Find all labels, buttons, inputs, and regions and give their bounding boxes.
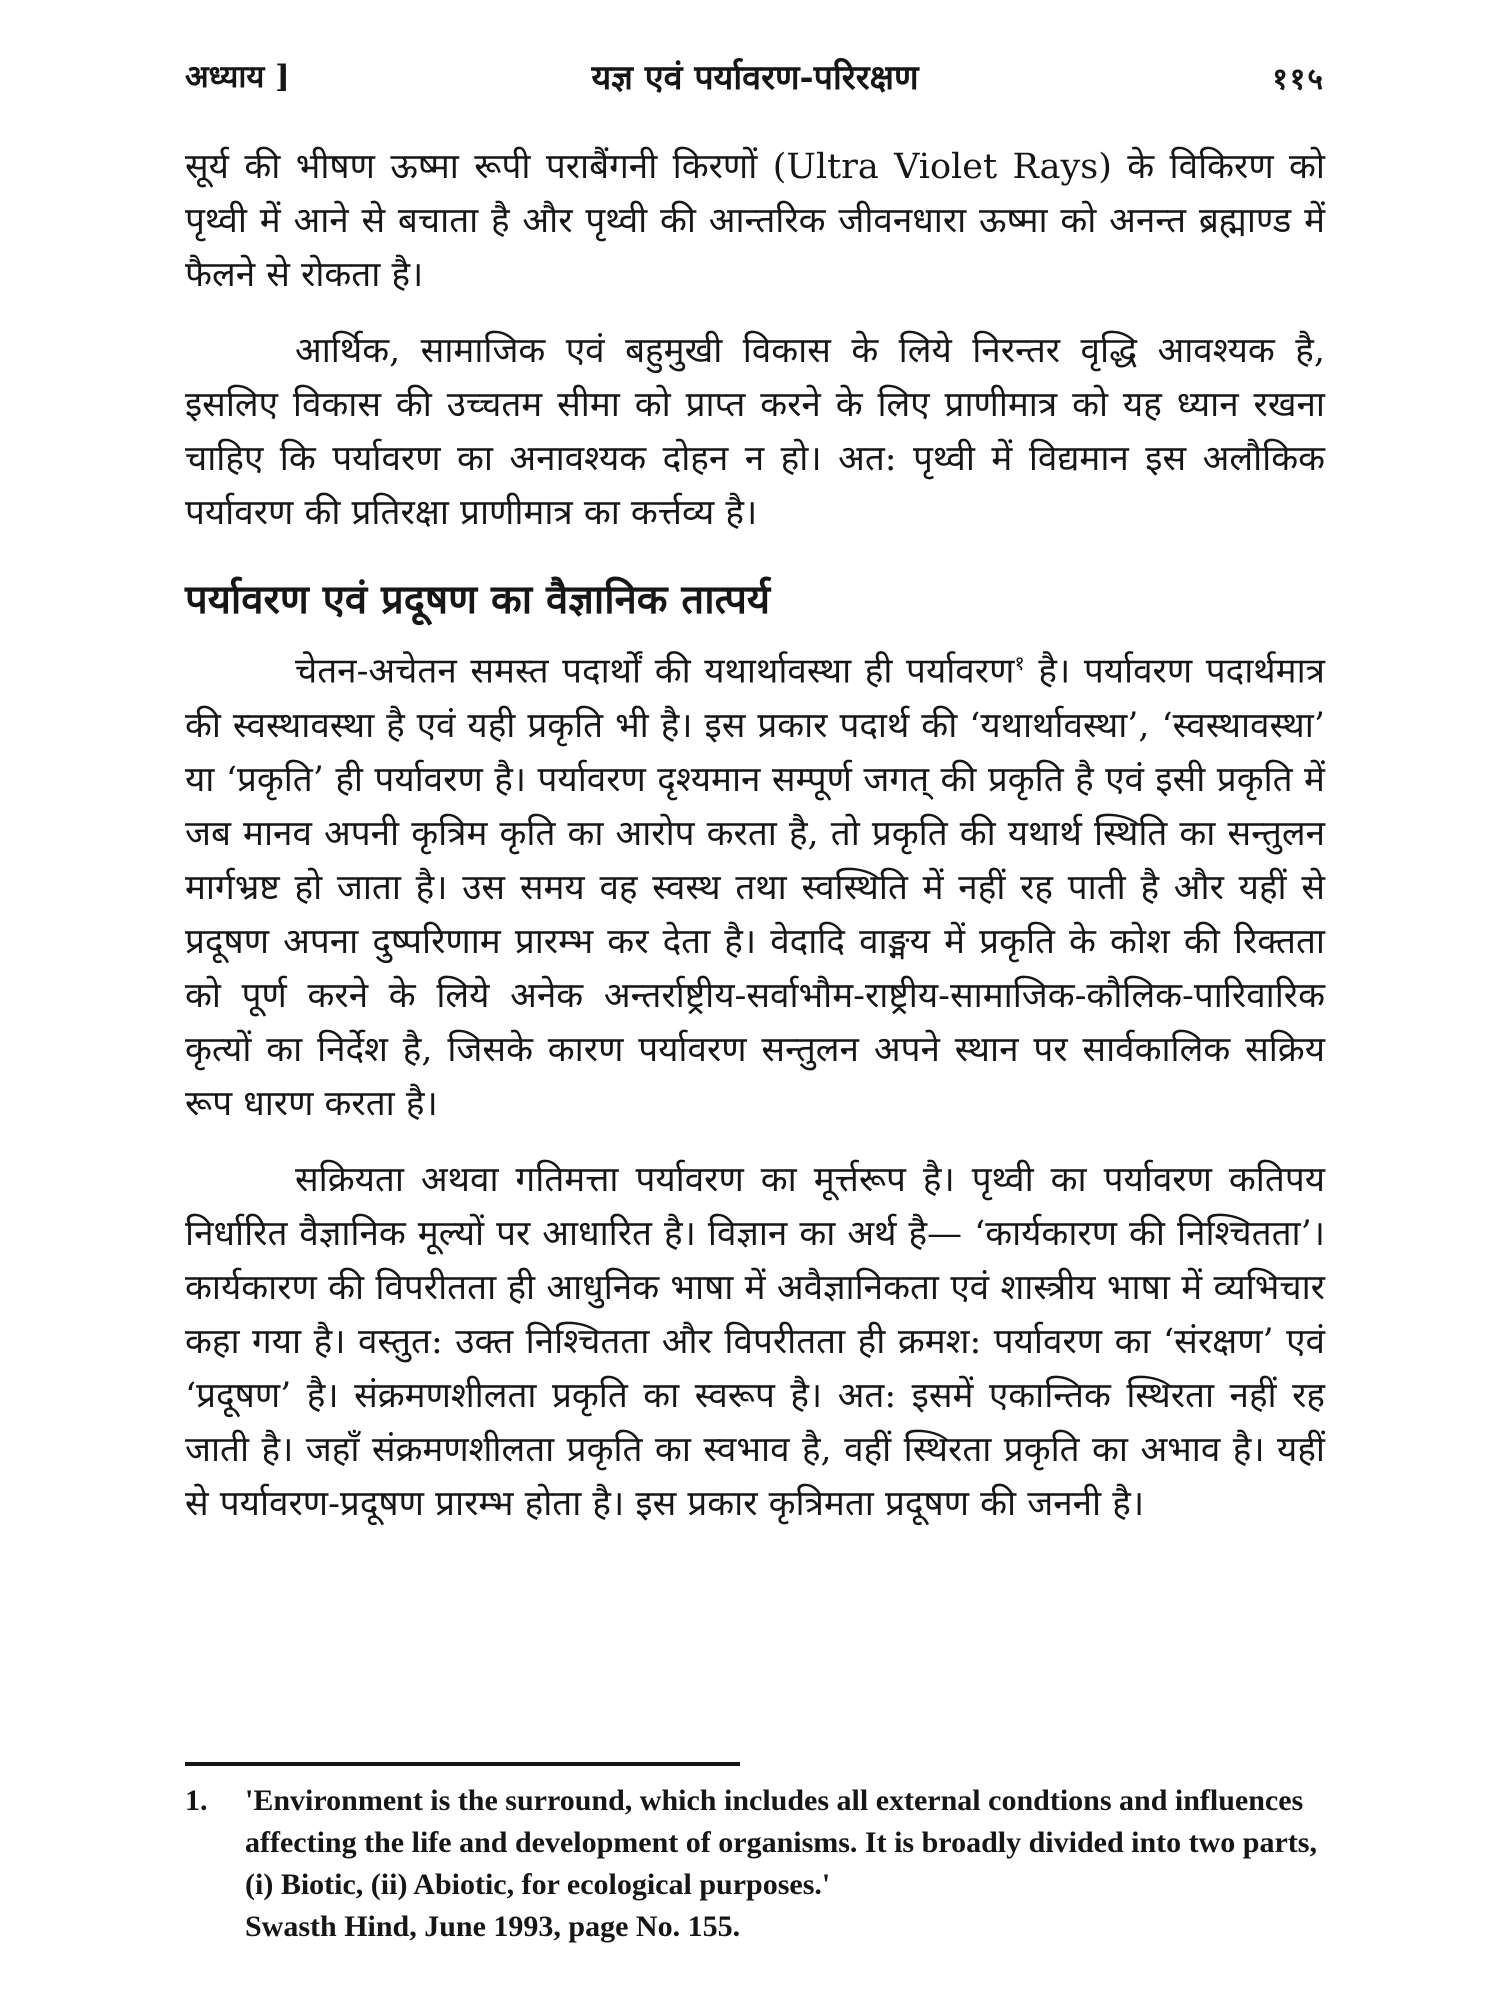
footnote-source: Swasth Hind, June 1993, page No. 155.	[245, 1910, 741, 1943]
page-number: ११५	[1272, 62, 1325, 97]
paragraph-definition	[185, 636, 1325, 1131]
section-heading: पर्यावरण एवं प्रदूषण का वैज्ञानिक तात्पर्य	[185, 576, 771, 623]
main-text	[185, 140, 1325, 1531]
paragraph-continuation: सूर्य की भीषण ऊष्मा रूपी पराबैंगनी किरणों (Ultra Violet Rays) के विकिरण को पृथ्वी में आने से बचाता है और पृथ्वी की आन्तरिक जीवनधारा ऊष्मा को अनन्त ब्रह्माण्ड में फैलने से रोकता है।	[185, 147, 1325, 295]
paragraph-development: आर्थिक, सामाजिक एवं बहुमुखी विकास के लिये निरन्तर वृद्धि आवश्यक है, इसलिए विकास की उच्चतम सीमा को प्राप्त करने के लिए प्राणीमात्र को यह ध्यान रखना चाहिए कि पर्यावरण का अनावश्यक दोहन न हो। अत: पृथ्वी में विद्यमान इस अलौकिक पर्यावरण की प्रतिरक्षा प्राणीमात्र का कर्त्तव्य है।	[185, 331, 1325, 533]
running-head	[185, 45, 1325, 105]
footnote	[185, 1780, 1325, 1948]
chapter-label: अध्याय ]	[185, 59, 290, 95]
paragraph-definition-start: चेतन-अचेतन समस्त पदार्थों की यथार्थावस्था ही पर्यावरण	[295, 651, 1015, 692]
running-title: यज्ञ एवं पर्यावरण-परिरक्षण	[591, 58, 919, 98]
footnote-reference: १	[1014, 651, 1025, 675]
footnote-rule	[185, 1762, 740, 1766]
footnote-text: 'Environment is the surround, which includes all external condtions and influences affecting the life and development of organisms. It is broadly divided into two parts, (i) Biotic, (ii) Abiotic, for ecological purposes.'	[245, 1784, 1317, 1901]
paragraph-definition-rest: है। पर्यावरण पदार्थमात्र की स्वस्थावस्था है एवं यही प्रकृति भी है। इस प्रकार पदार्थ की ‘यथार्थावस्था’, ‘स्वस्थावस्था’ या ‘प्रकृति’ ही पर्यावरण है। पर्यावरण दृश्यमान सम्पूर्ण जगत् की प्रकृति है एवं इसी प्रकृति में जब मानव अपनी कृत्रिम कृति का आरोप करता है, तो प्रकृति की यथार्थ स्थिति का सन्तुलन मार्गभ्रष्ट हो जाता है। उस समय वह स्वस्थ तथा स्वस्थिति में नहीं रह पाती है और यहीं से प्रदूषण अपना दुष्परिणाम प्रारम्भ कर देता है। वेदादि वाङ्मय में प्रकृति के कोश की रिक्तता को पूर्ण करने के लिये अनेक अन्तर्राष्ट्रीय-सर्वाभौम-राष्ट्रीय-सामाजिक-कौलिक-पारिवारिक कृत्यों का निर्देश है, जिसके कारण पर्यावरण सन्तुलन अपने स्थान पर सार्वकालिक सक्रिय रूप धारण करता है।	[185, 651, 1325, 1124]
footnote-number: 1.	[185, 1784, 208, 1817]
paragraph-activity: सक्रियता अथवा गतिमत्ता पर्यावरण का मूर्त्तरूप है। पृथ्वी का पर्यावरण कतिपय निर्धारित वैज्ञानिक मूल्यों पर आधारित है। विज्ञान का अर्थ है— ‘कार्यकारण की निश्चितता’। कार्यकारण की विपरीतता ही आधुनिक भाषा में अवैज्ञानिकता एवं शास्त्रीय भाषा में व्यभिचार कहा गया है। वस्तुत: उक्त निश्चितता और विपरीतता ही क्रमश: पर्यावरण का ‘संरक्षण’ एवं ‘प्रदूषण’ है। संक्रमणशीलता प्रकृति का स्वरूप है। अत: इसमें एकान्तिक स्थिरता नहीं रह जाती है। जहाँ संक्रमणशीलता प्रकृति का स्वभाव है, वहीं स्थिरता प्रकृति का अभाव है। यहीं से पर्यावरण-प्रदूषण प्रारम्भ होता है। इस प्रकार कृत्रिमता प्रदूषण की जननी है।	[185, 1159, 1325, 1524]
